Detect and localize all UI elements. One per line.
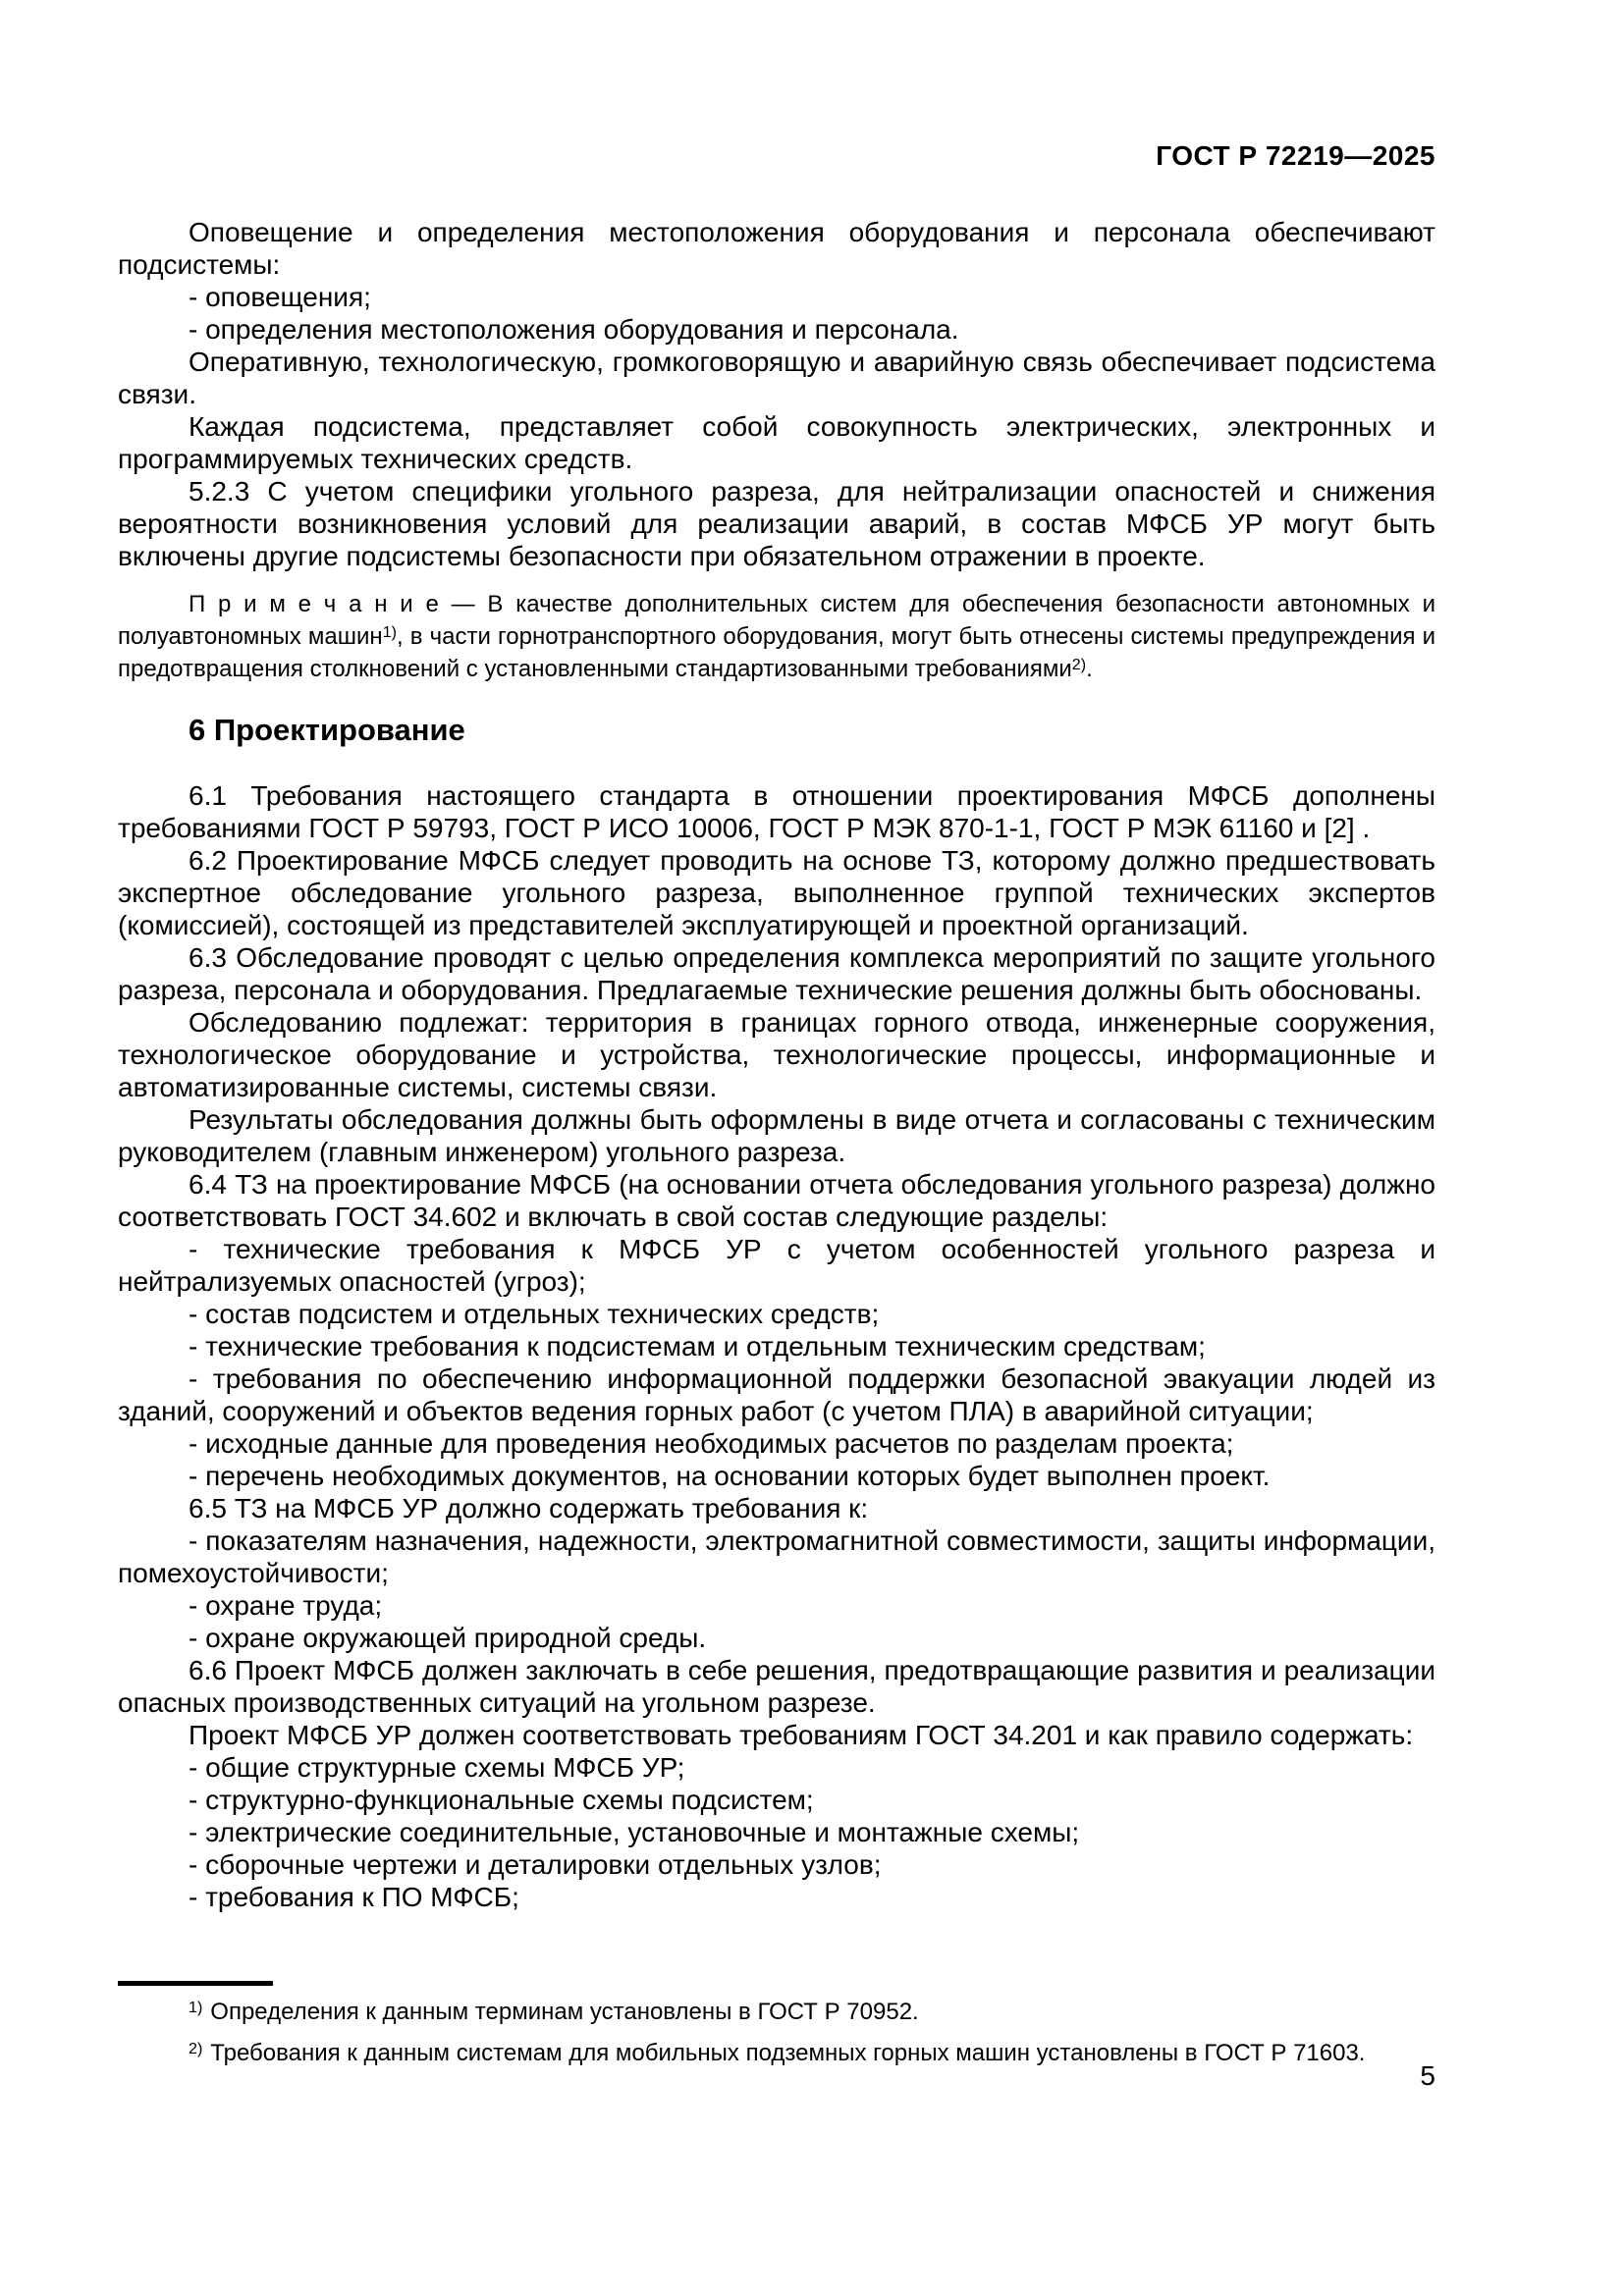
page-number: 5 <box>1420 2060 1435 2091</box>
list-item: - оповещения; <box>189 282 371 312</box>
footnote-1-marker: 1) <box>189 1998 203 2016</box>
page-content <box>118 139 1435 1913</box>
paragraph: 5.2.3 С учетом специфики угольного разреза, для нейтрализации опасностей и снижения вероятности возникновения условий для реализации аварий, в состав МФСБ УР могут быть включены другие подсистемы безопасности при обязательном отражении в проекте. <box>118 476 1435 571</box>
paragraph: 6.4 ТЗ на проектирование МФСБ (на основании отчета обследования угольного разреза) должно соответствовать ГОСТ 34.602 и включать в свой состав следующие разделы: <box>118 1169 1435 1232</box>
paragraph: 6.6 Проект МФСБ должен заключать в себе решения, предотвращающие развития и реализации опасных производственных ситуаций на угольном разрезе. <box>118 1655 1435 1718</box>
footnote-ref: 2) <box>1071 655 1087 673</box>
note-paragraph: П р и м е ч а н и е — В качестве дополнительных систем для обеспечения безопасности автономных и полуавтономных машин$^{1)}$, в части горнотранспортного оборудования, могут быть отнесены системы предупреждения и предотвращения столкновений с установленными стандартизованными требованиями$^{2)}$. <box>118 591 1435 682</box>
footnote-1-text: Определения к данным терминам установлены в ГОСТ Р 70952. <box>210 1999 919 2025</box>
list-item: - охране труда; <box>189 1590 383 1621</box>
list-item: - охране окружающей природной среды. <box>189 1623 707 1653</box>
list-item: - состав подсистем и отдельных технических средств; <box>189 1299 880 1329</box>
list-item: - структурно-функциональные схемы подсистем; <box>189 1785 814 1815</box>
document-body <box>118 216 1435 1913</box>
paragraph: Результаты обследования должны быть оформлены в виде отчета и согласованы с техническим руководителем (главным инженером) угольного разреза. <box>118 1104 1435 1167</box>
paragraph: 6.5 ТЗ на МФСБ УР должно содержать требования к: <box>189 1493 869 1523</box>
list-item: - технические требования к МФСБ УР с учетом особенностей угольного разреза и нейтрализуемых опасностей (угроз); <box>118 1234 1435 1297</box>
section-heading: 6 Проектирование <box>189 713 465 747</box>
list-item: - исходные данные для проведения необходимых расчетов по разделам проекта; <box>189 1428 1234 1459</box>
footnote-2-text: Требования к данным системам для мобильных подземных горных машин установлены в ГОСТ Р 71603. <box>210 2040 1366 2066</box>
list-item: - определения местоположения оборудования и персонала. <box>189 314 959 345</box>
list-item: - сборочные чертежи и деталировки отдельных узлов; <box>189 1849 882 1880</box>
list-item: - общие структурные схемы МФСБ УР; <box>189 1752 685 1783</box>
footnote-rule <box>118 1981 273 1986</box>
paragraph: Проект МФСБ УР должен соответствовать требованиям ГОСТ 34.201 и как правило содержать: <box>189 1720 1414 1750</box>
list-item: - показателям назначения, надежности, электромагнитной совместимости, защиты информации, помехоустойчивости; <box>118 1525 1435 1588</box>
paragraph: Оповещение и определения местоположения оборудования и персонала обеспечивают подсистемы: <box>118 217 1435 280</box>
paragraph: 6.2 Проектирование МФСБ следует проводить на основе ТЗ, которому должно предшествовать экспертное обследование угольного разреза, выполненное группой технических экспертов (комиссией), состоящей из представителей эксплуатирующей и проектной организаций. <box>118 845 1435 940</box>
footnote-2-marker: 2) <box>189 2039 203 2057</box>
list-item: - технические требования к подсистемам и отдельным техническим средствам; <box>189 1331 1206 1362</box>
paragraph: Обследованию подлежат: территория в границах горного отвода, инженерные сооружения, технологическое оборудование и устройства, технологические процессы, информационные и автоматизированные системы, системы связи. <box>118 1007 1435 1102</box>
paragraph: 6.1 Требования настоящего стандарта в отношении проектирования МФСБ дополнены требованиями ГОСТ Р 59793, ГОСТ Р ИСО 10006, ГОСТ Р МЭК 870-1-1, ГОСТ Р МЭК 61160 и [2] . <box>118 780 1435 843</box>
list-item: - перечень необходимых документов, на основании которых будет выполнен проект. <box>189 1461 1271 1491</box>
paragraph: Оперативную, технологическую, громкоговорящую и аварийную связь обеспечивает подсистема связи. <box>118 347 1435 409</box>
list-item: - требования к ПО МФСБ; <box>189 1882 519 1912</box>
paragraph: Каждая подсистема, представляет собой совокупность электрических, электронных и программируемых технических средств. <box>118 411 1435 474</box>
footnote-ref: 1) <box>382 622 397 641</box>
paragraph: 6.3 Обследование проводят с целью определения комплекса мероприятий по защите угольного разреза, персонала и оборудования. Предлагаемые технические решения должны быть обоснованы. <box>118 942 1435 1005</box>
footnote-1 <box>118 1998 1435 2027</box>
list-item: - электрические соединительные, установочные и монтажные схемы; <box>189 1817 1080 1847</box>
list-item: - требования по обеспечению информационной поддержки безопасной эвакуации людей из зданий, сооружений и объектов ведения горных работ (с учетом ПЛА) в аварийной ситуации; <box>118 1363 1435 1426</box>
document-code: ГОСТ Р 72219—2025 <box>1156 140 1435 171</box>
